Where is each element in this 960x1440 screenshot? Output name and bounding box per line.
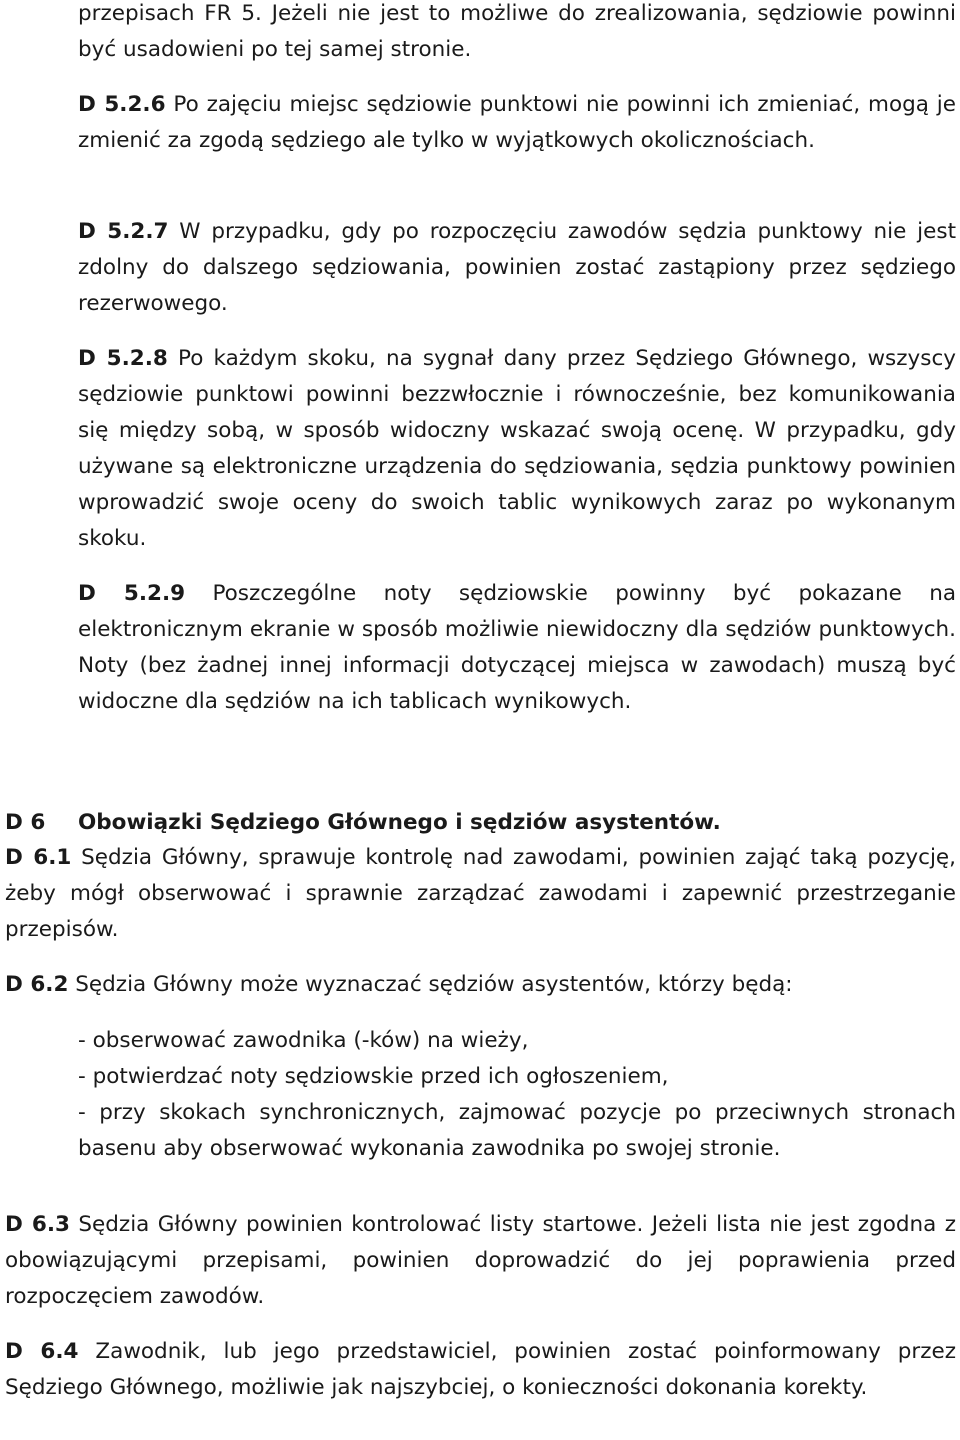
- paragraph-text: Sędzia Główny powinien kontrolować listy startowe. Jeżeli lista nie jest zgodna z obowiązującymi przepisami, powinien doprowadzić do jej poprawienia przed rozpoczęciem zawodów.: [5, 1212, 957, 1309]
- paragraph-text: przepisach FR 5. Jeżeli nie jest to możliwe do zrealizowania, sędziowie powinni być usadowieni po tej samej stronie.: [78, 1, 956, 62]
- paragraph-number: D 5.2.8: [78, 346, 168, 371]
- paragraph-text: Sędzia Główny może wyznaczać sędziów asystentów, którzy będą:: [68, 972, 793, 997]
- list-item: [78, 1095, 956, 1167]
- list-item-text: - potwierdzać noty sędziowskie przed ich ogłoszeniem,: [78, 1064, 669, 1089]
- list-item-text: - przy skokach synchronicznych, zajmować pozycje po przeciwnych stronach basenu aby obserwować wykonania zawodnika po swojej stronie.: [78, 1100, 956, 1161]
- paragraph-number: D 5.2.7: [78, 219, 169, 244]
- paragraph-text: Sędzia Główny, sprawuje kontrolę nad zawodami, powinien zająć taką pozycję, żeby mógł obserwować i sprawnie zarządzać zawodami i zapewnić przestrzeganie przepisów.: [5, 845, 956, 942]
- section-number: D 6: [5, 810, 46, 835]
- paragraph-text: Po zajęciu miejsc sędziowie punktowi nie powinni ich zmieniać, mogą je zmienić za zgodą sędziego ale tylko w wyjątkowych okolicznościach.: [78, 92, 956, 153]
- paragraph-d528: [78, 341, 956, 557]
- list-item: [78, 1023, 956, 1059]
- paragraph-d529: [78, 576, 956, 720]
- paragraph-d63: [5, 1207, 956, 1315]
- paragraph-d61: [5, 840, 956, 948]
- section-heading-d6: [5, 805, 956, 841]
- paragraph-text: Zawodnik, lub jego przedstawiciel, powinien zostać poinformowany przez Sędziego Głównego, możliwie jak najszybciej, o konieczności dokonania korekty.: [5, 1339, 956, 1400]
- paragraph-fr5-continuation: [78, 0, 956, 68]
- paragraph-d64: [5, 1334, 956, 1406]
- list-item-text: - obserwować zawodnika (-ków) na wieży,: [78, 1028, 529, 1053]
- paragraph-number: D 6.3: [5, 1212, 70, 1237]
- paragraph-number: D 5.2.6: [78, 92, 166, 117]
- paragraph-number: D 6.2: [5, 972, 69, 997]
- paragraph-d526: [78, 87, 956, 159]
- list-item: [78, 1059, 956, 1095]
- section-title: Obowiązki Sędziego Głównego i sędziów asystentów.: [78, 810, 721, 835]
- paragraph-text: Po każdym skoku, na sygnał dany przez Sędziego Głównego, wszyscy sędziowie punktowi powinni bezzwłocznie i równocześnie, bez komunikowania się między sobą, w sposób widoczny wskazać swoją ocenę. W przypadku, gdy używane są elektroniczne urządzenia do sędziowania, sędzia punktowy powinien wprowadzić swoje oceny do swoich tablic wynikowych zaraz po wykonanym skoku.: [78, 346, 956, 551]
- paragraph-text: W przypadku, gdy po rozpoczęciu zawodów sędzia punktowy nie jest zdolny do dalszego sędziowania, powinien zostać zastąpiony przez sędziego rezerwowego.: [78, 219, 956, 316]
- paragraph-d62: [5, 967, 956, 1003]
- paragraph-number: D 5.2.9: [78, 581, 186, 606]
- paragraph-d527: [78, 214, 956, 322]
- paragraph-text: Poszczególne noty sędziowskie powinny być pokazane na elektronicznym ekranie w sposób możliwie niewidoczny dla sędziów punktowych. Noty (bez żadnej innej informacji dotyczącej miejsca w zawodach) muszą być widoczne dla sędziów na ich tablicach wynikowych.: [78, 581, 956, 714]
- paragraph-number: D 6.1: [5, 845, 72, 870]
- paragraph-number: D 6.4: [5, 1339, 79, 1364]
